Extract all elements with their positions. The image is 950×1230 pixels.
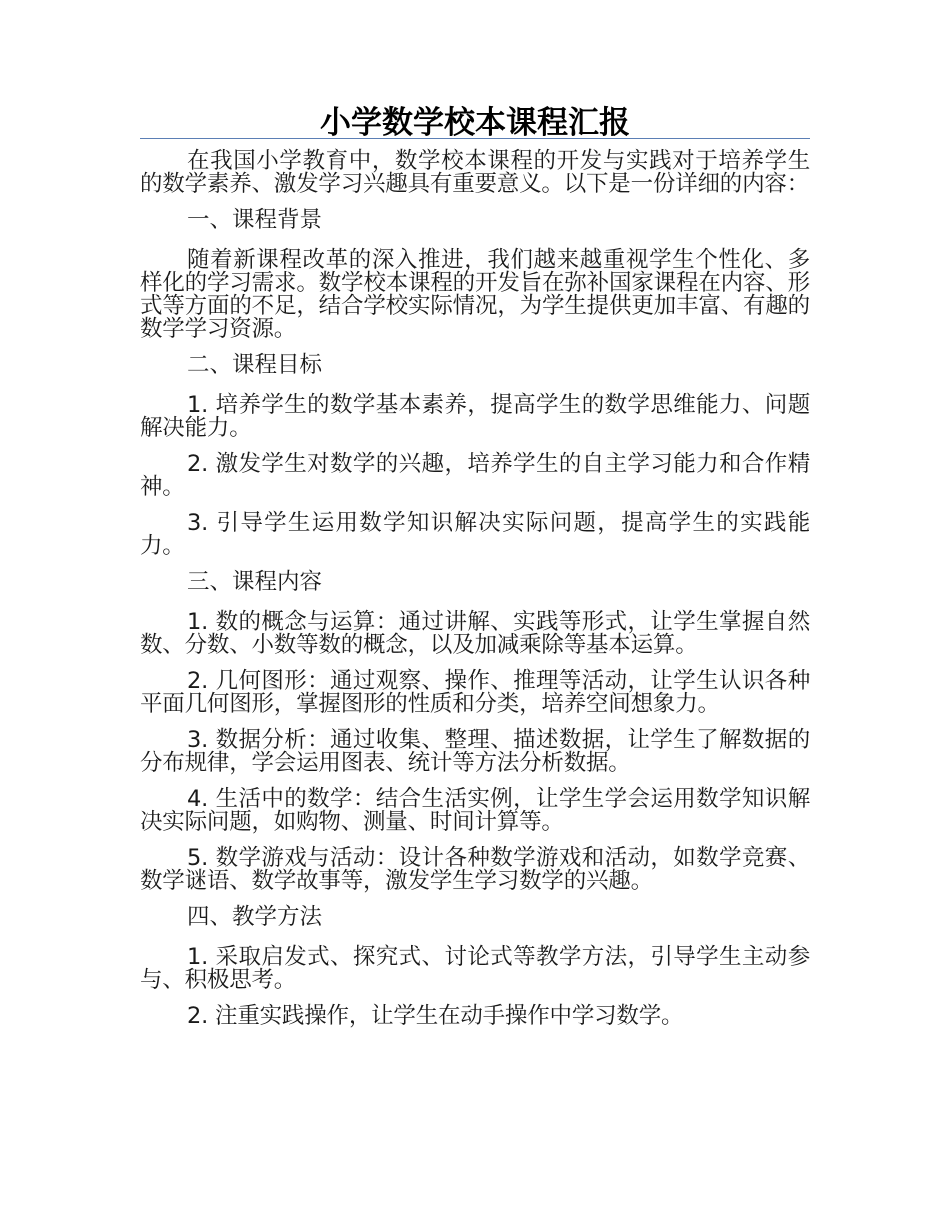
content-item-1: 1. 数的概念与运算：通过讲解、实践等形式，让学生掌握自然数、分数、小数等数的概念，以及加减乘除等基本运算。 [140, 609, 810, 658]
document-title: 小学数学校本课程汇报 [320, 105, 630, 141]
section-heading-content: 三、课程内容 [187, 569, 323, 595]
section-heading-background: 一、课程背景 [187, 207, 323, 233]
content-item-3: 3. 数据分析：通过收集、整理、描述数据，让学生了解数据的分布规律，学会运用图表、统计等方法分析数据。 [140, 727, 810, 776]
document-body [140, 150, 810, 1041]
background-paragraph: 随着新课程改革的深入推进，我们越来越重视学生个性化、多样化的学习需求。数学校本课程的开发旨在弥补国家课程在内容、形式等方面的不足，结合学校实际情况，为学生提供更加丰富、有趣的数学学习资源。 [140, 247, 810, 342]
content-item-2: 2. 几何图形：通过观察、操作、推理等活动，让学生认识各种平面几何图形，掌握图形的性质和分类，培养空间想象力。 [140, 668, 810, 717]
section-heading-methods: 四、教学方法 [187, 904, 323, 930]
goal-item-3: 3. 引导学生运用数学知识解决实际问题，提高学生的实践能力。 [140, 510, 810, 559]
title-underline [140, 138, 810, 139]
goal-item-1: 1. 培养学生的数学基本素养，提高学生的数学思维能力、问题解决能力。 [140, 392, 810, 441]
content-item-4: 4. 生活中的数学：结合生活实例，让学生学会运用数学知识解决实际问题，如购物、测量、时间计算等。 [140, 786, 810, 835]
section-heading-goals: 二、课程目标 [187, 352, 323, 378]
goal-item-2: 2. 激发学生对数学的兴趣，培养学生的自主学习能力和合作精神。 [140, 451, 810, 500]
content-item-5: 5. 数学游戏与活动：设计各种数学游戏和活动，如数学竞赛、数学谜语、数学故事等，激发学生学习数学的兴趣。 [140, 845, 810, 894]
intro-paragraph: 在我国小学教育中，数学校本课程的开发与实践对于培养学生的数学素养、激发学习兴趣具有重要意义。以下是一份详细的内容： [140, 148, 810, 197]
method-item-2: 2. 注重实践操作，让学生在动手操作中学习数学。 [187, 1003, 684, 1029]
method-item-1: 1. 采取启发式、探究式、讨论式等教学方法，引导学生主动参与、积极思考。 [140, 944, 810, 993]
